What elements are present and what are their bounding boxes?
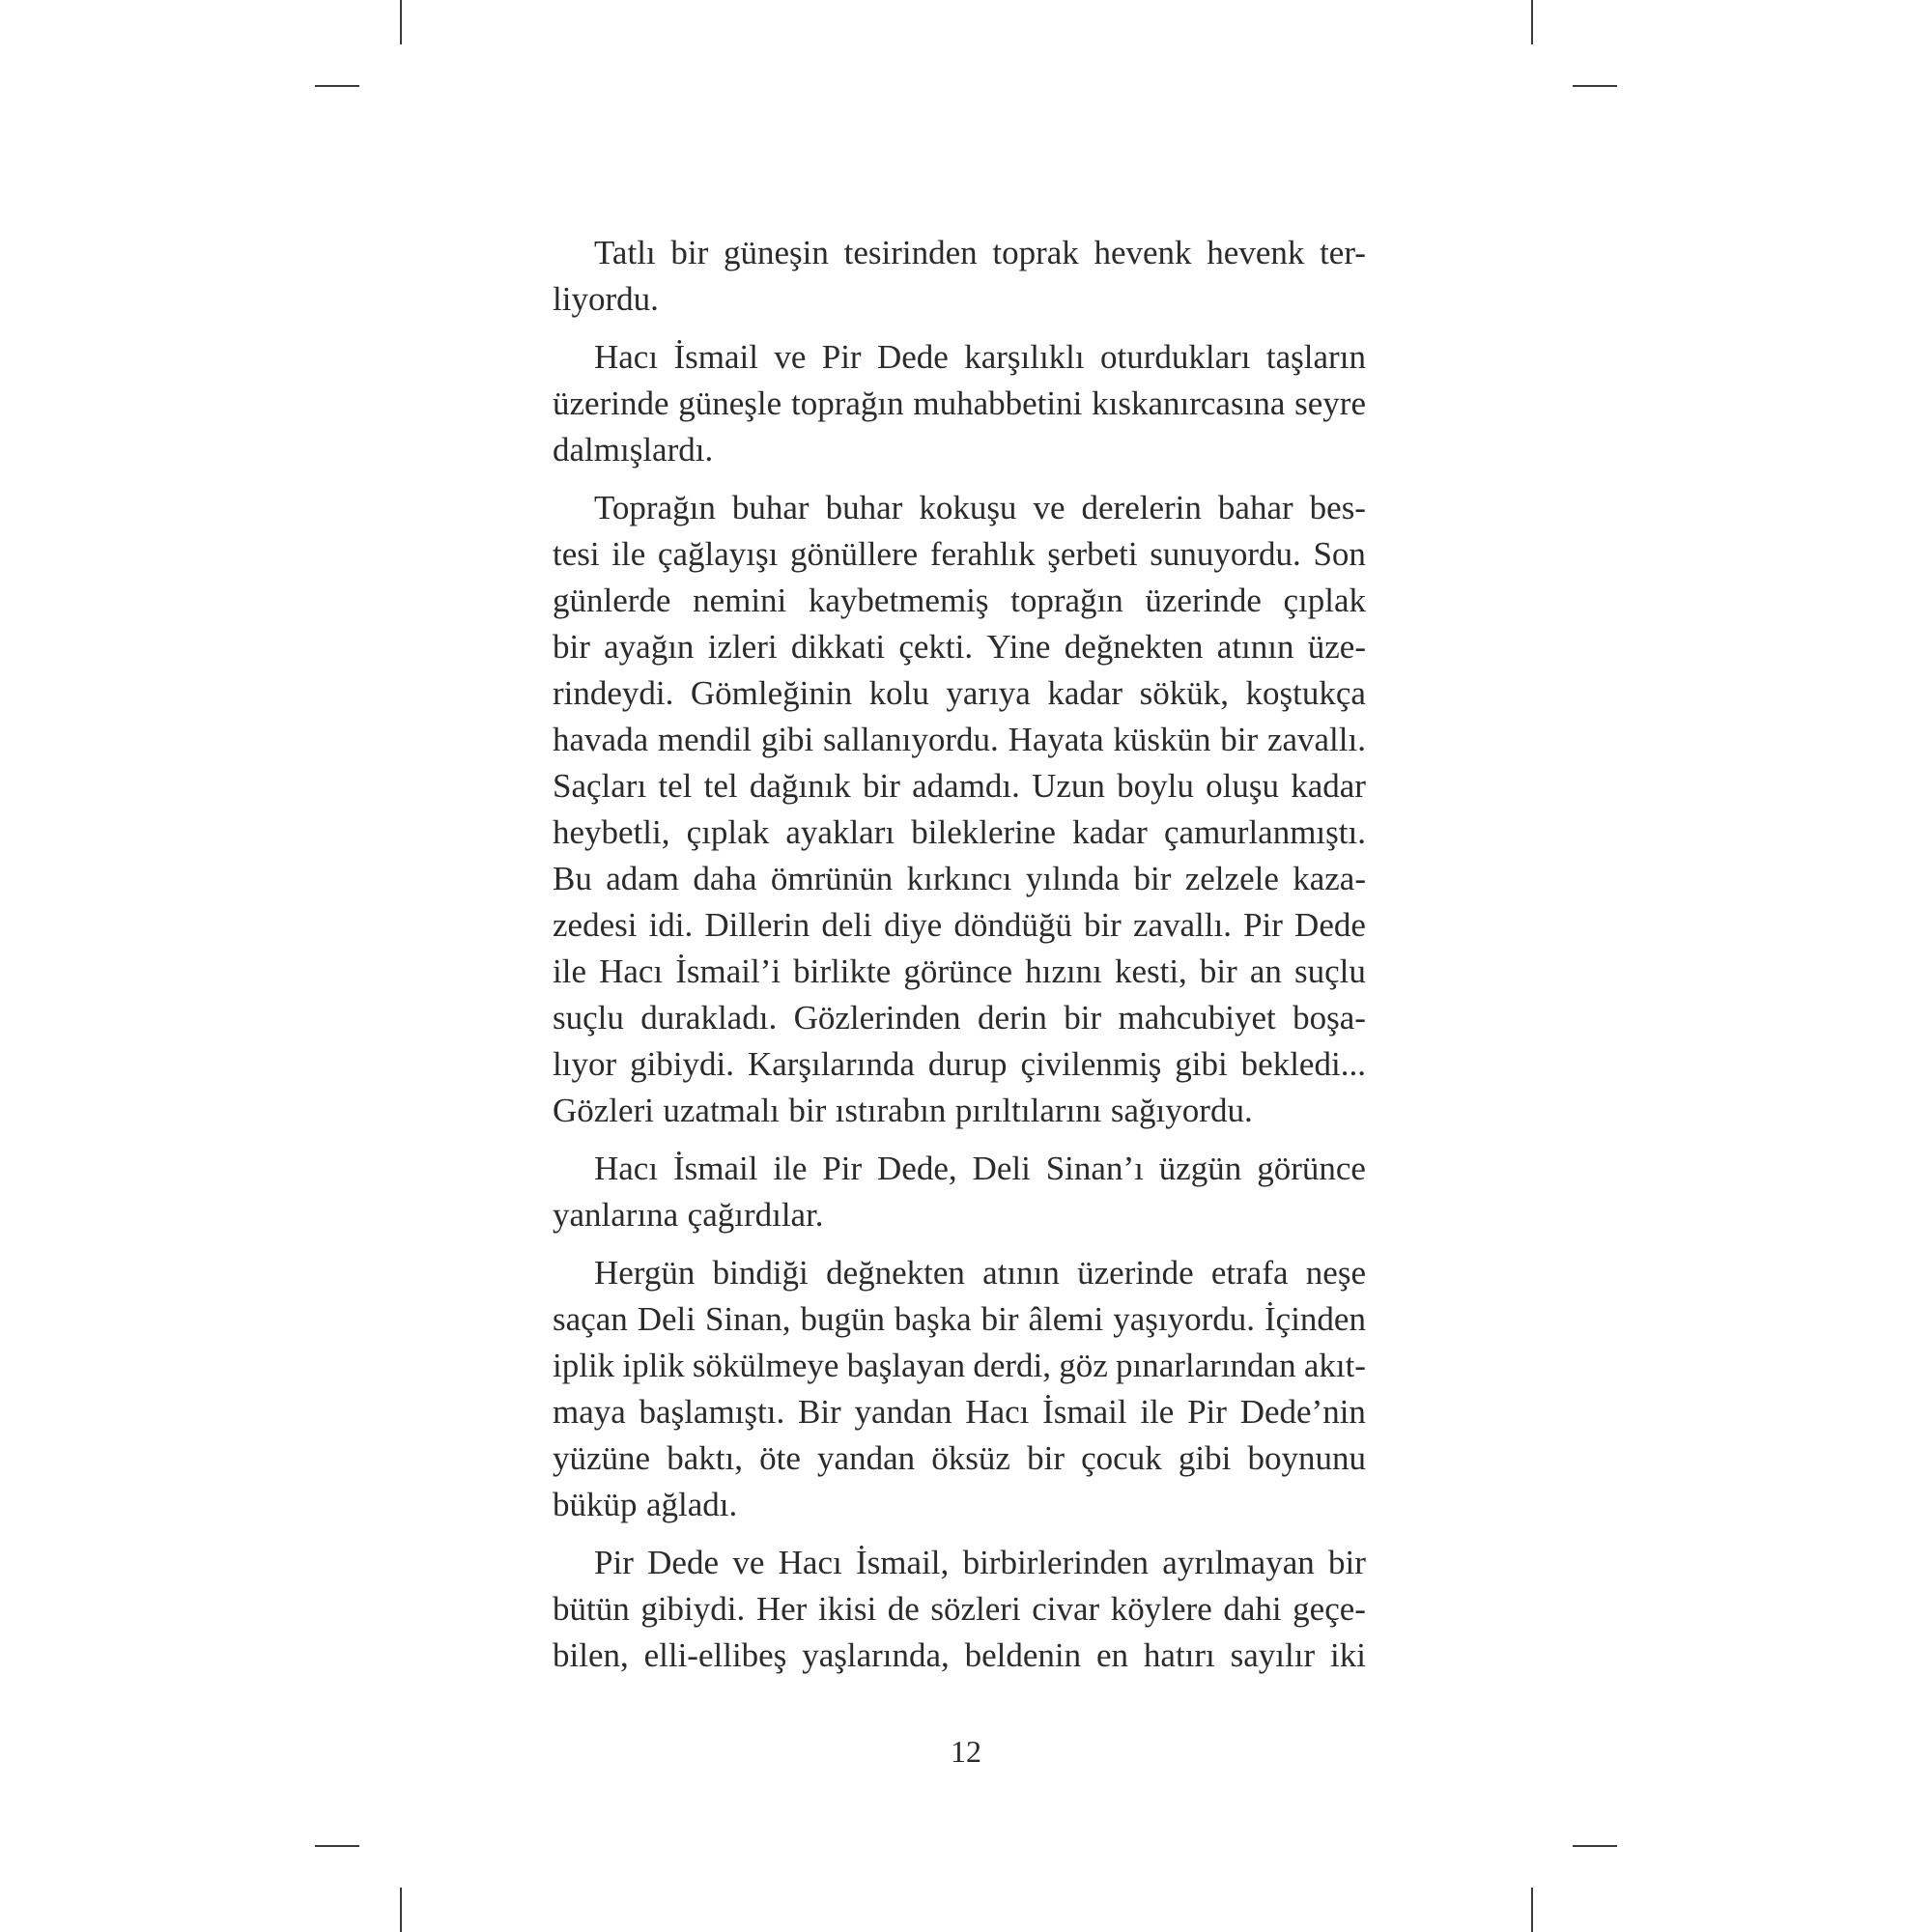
text-line: Hacı İsmail ve Pir Dede karşılıklı oturdukları taşların [594, 338, 1366, 376]
text-line: liyordu. [553, 280, 659, 318]
text-line: Hacı İsmail ile Pir Dede, Deli Sinan’ı üzgün görünce [594, 1150, 1366, 1187]
text-line: havada mendil gibi sallanıyordu. Hayata küskün bir zavallı. [553, 721, 1366, 758]
text-line: Bu adam daha ömrünün kırkıncı yılında bir zelzele kaza- [553, 860, 1366, 897]
text-line: dalmışlardı. [553, 431, 714, 469]
crop-mark-top-left-vertical [400, 0, 402, 44]
crop-mark-bottom-left-horizontal [315, 1845, 359, 1847]
text-line: Gözleri uzatmalı bir ıstırabın pırıltılarını sağıyordu. [553, 1092, 1253, 1129]
text-line: günlerde nemini kaybetmemiş toprağın üzerinde çıplak [553, 582, 1366, 619]
paragraph [553, 1540, 1366, 1679]
text-line: rindeydi. Gömleğinin kolu yarıya kadar sökük, koştukça [553, 674, 1366, 712]
paragraph [553, 230, 1366, 323]
text-line: bütün gibiydi. Her ikisi de sözleri civar köylere dahi geçe- [553, 1590, 1366, 1628]
text-line: yanlarına çağırdılar. [553, 1196, 824, 1234]
paragraph [553, 1250, 1366, 1528]
text-line: iplik iplik sökülmeye başlayan derdi, göz pınarlarından akıt- [553, 1347, 1366, 1384]
text-line: zedesi idi. Dillerin deli diye döndüğü bir zavallı. Pir Dede [553, 906, 1366, 944]
paragraph [553, 485, 1366, 1134]
text-line: maya başlamıştı. Bir yandan Hacı İsmail ile Pir Dede’nin [553, 1393, 1366, 1431]
text-line: bir ayağın izleri dikkati çekti. Yine değnekten atının üze- [553, 628, 1366, 666]
text-line: büküp ağladı. [553, 1486, 738, 1523]
crop-mark-top-left-horizontal [315, 85, 359, 87]
page-number: 12 [951, 1734, 981, 1769]
text-line: heybetli, çıplak ayakları bileklerine kadar çamurlanmıştı. [553, 813, 1366, 851]
text-line: yüzüne baktı, öte yandan öksüz bir çocuk gibi boynunu [553, 1439, 1366, 1477]
text-line: suçlu durakladı. Gözlerinden derin bir mahcubiyet boşa- [553, 999, 1366, 1037]
text-line: Tatlı bir güneşin tesirinden toprak hevenk hevenk ter- [594, 234, 1366, 271]
text-line: tesi ile çağlayışı gönüllere ferahlık şerbeti sunuyordu. Son [553, 535, 1366, 573]
text-line: Hergün bindiği değnekten atının üzerinde etrafa neşe [594, 1254, 1366, 1292]
crop-mark-bottom-right-horizontal [1573, 1845, 1617, 1847]
text-line: Pir Dede ve Hacı İsmail, birbirlerinden ayrılmayan bir [594, 1544, 1366, 1581]
paragraph [553, 1146, 1366, 1238]
text-line: saçan Deli Sinan, bugün başka bir âlemi yaşıyordu. İçinden [553, 1300, 1366, 1338]
paragraph [553, 334, 1366, 473]
crop-mark-bottom-right-vertical [1531, 1888, 1533, 1932]
text-line: üzerinde güneşle toprağın muhabbetini kıskanırcasına seyre [553, 384, 1366, 422]
crop-mark-top-right-horizontal [1573, 85, 1617, 87]
text-line: Saçları tel tel dağınık bir adamdı. Uzun boylu oluşu kadar [553, 767, 1366, 805]
text-line: Toprağın buhar buhar kokuşu ve derelerin bahar bes- [594, 489, 1366, 526]
body-text [553, 230, 1366, 1679]
text-line: lıyor gibiydi. Karşılarında durup çivilenmiş gibi bekledi... [553, 1045, 1366, 1083]
text-line: ile Hacı İsmail’i birlikte görünce hızını kesti, bir an suçlu [553, 952, 1366, 990]
crop-mark-top-right-vertical [1531, 0, 1533, 44]
crop-mark-bottom-left-vertical [400, 1888, 402, 1932]
text-line: bilen, elli-ellibeş yaşlarında, beldenin en hatırı sayılır iki [553, 1636, 1366, 1674]
